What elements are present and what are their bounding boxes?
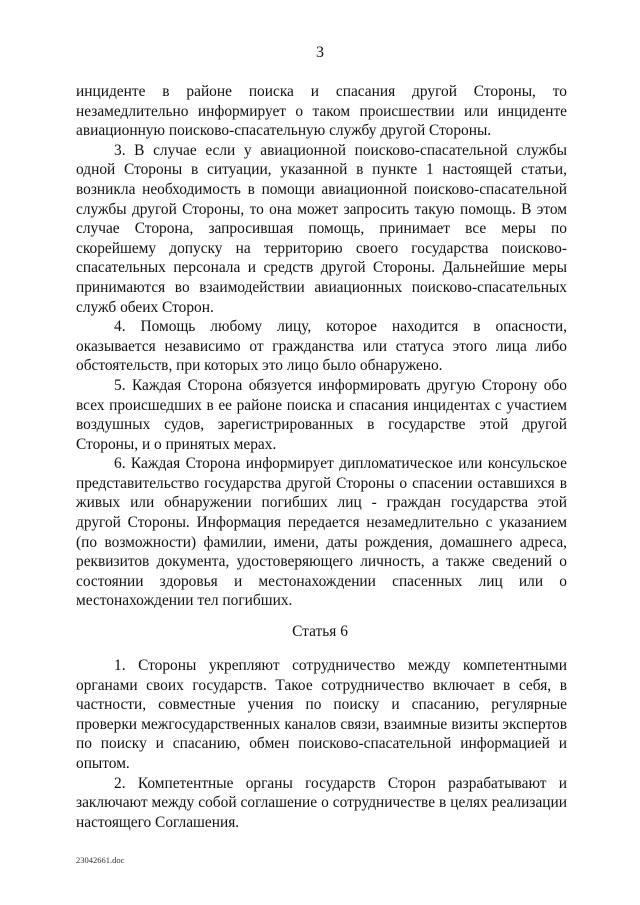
page-number: 3 (316, 44, 324, 61)
footer-filename: 23042661.doc (76, 855, 125, 865)
paragraph-point-4: 4. Помощь любому лицу, которое находится в опасности, оказывается независимо от гражданства или статуса этого лица либо обстоятельств, при которых это лицо было обнаружено. (76, 318, 567, 375)
paragraph-point-3: 3. В случае если у авиационной поисково-спасательной службы одной Стороны в ситуации, указанной в пункте 1 настоящей статьи, возникла необходимость в помощи авиационной поисково-спасательной службы другой Стороны, то она может запросить такую помощь. В этом случае Сторона, запросившая помощь, принимает все меры по скорейшему допуску на территорию своего государства поисково-спасательных персонала и средств другой Стороны. Дальнейшие меры принимаются во взаимодействии авиационных поисково-спасательных служб обеих Сторон. (76, 141, 567, 316)
article-6-heading: Статья 6 (292, 623, 348, 640)
article-6-point-1: 1. Стороны укрепляют сотрудничество между компетентными органами своих государств. Такое сотрудничество включает в себя, в частности, совместные учения по поиску и спасанию, регулярные проверки межгосударственных каналов связи, взаимные визиты экспертов по поиску и спасанию, обмен поисково-спасательной информацией и опытом. (76, 657, 567, 772)
article-5-continuation (76, 82, 567, 611)
article-6-body (76, 656, 567, 832)
paragraph-point-5: 5. Каждая Сторона обязуется информировать другую Сторону обо всех происшедших в ее районе поиска и спасания инцидентах с участием воздушных судов, зарегистрированных в государстве этой другой Стороны, и о принятых мерах. (76, 376, 567, 453)
article-6-point-2: 2. Компетентные органы государств Сторон разрабатывают и заключают между собой соглашение о сотрудничестве в целях реализации настоящего Соглашения. (76, 774, 567, 831)
paragraph-point-6: 6. Каждая Сторона информирует дипломатическое или консульское представительство государства другой Стороны о спасении оставшихся в живых или обнаружении погибших лиц - граждан государства этой другой Стороны. Информация передается незамедлительно с указанием (по возможности) фамилии, имени, даты рождения, домашнего адреса, реквизитов документа, удостоверяющего личность, а также сведений о состоянии здоровья и местонахождении спасенных лиц или о местонахождении тел погибших. (76, 455, 567, 610)
paragraph-continuation: инциденте в районе поиска и спасания другой Стороны, то незамедлительно информирует о таком происшествии или инциденте авиационную поисково-спасательную службу другой Стороны. (76, 83, 567, 140)
